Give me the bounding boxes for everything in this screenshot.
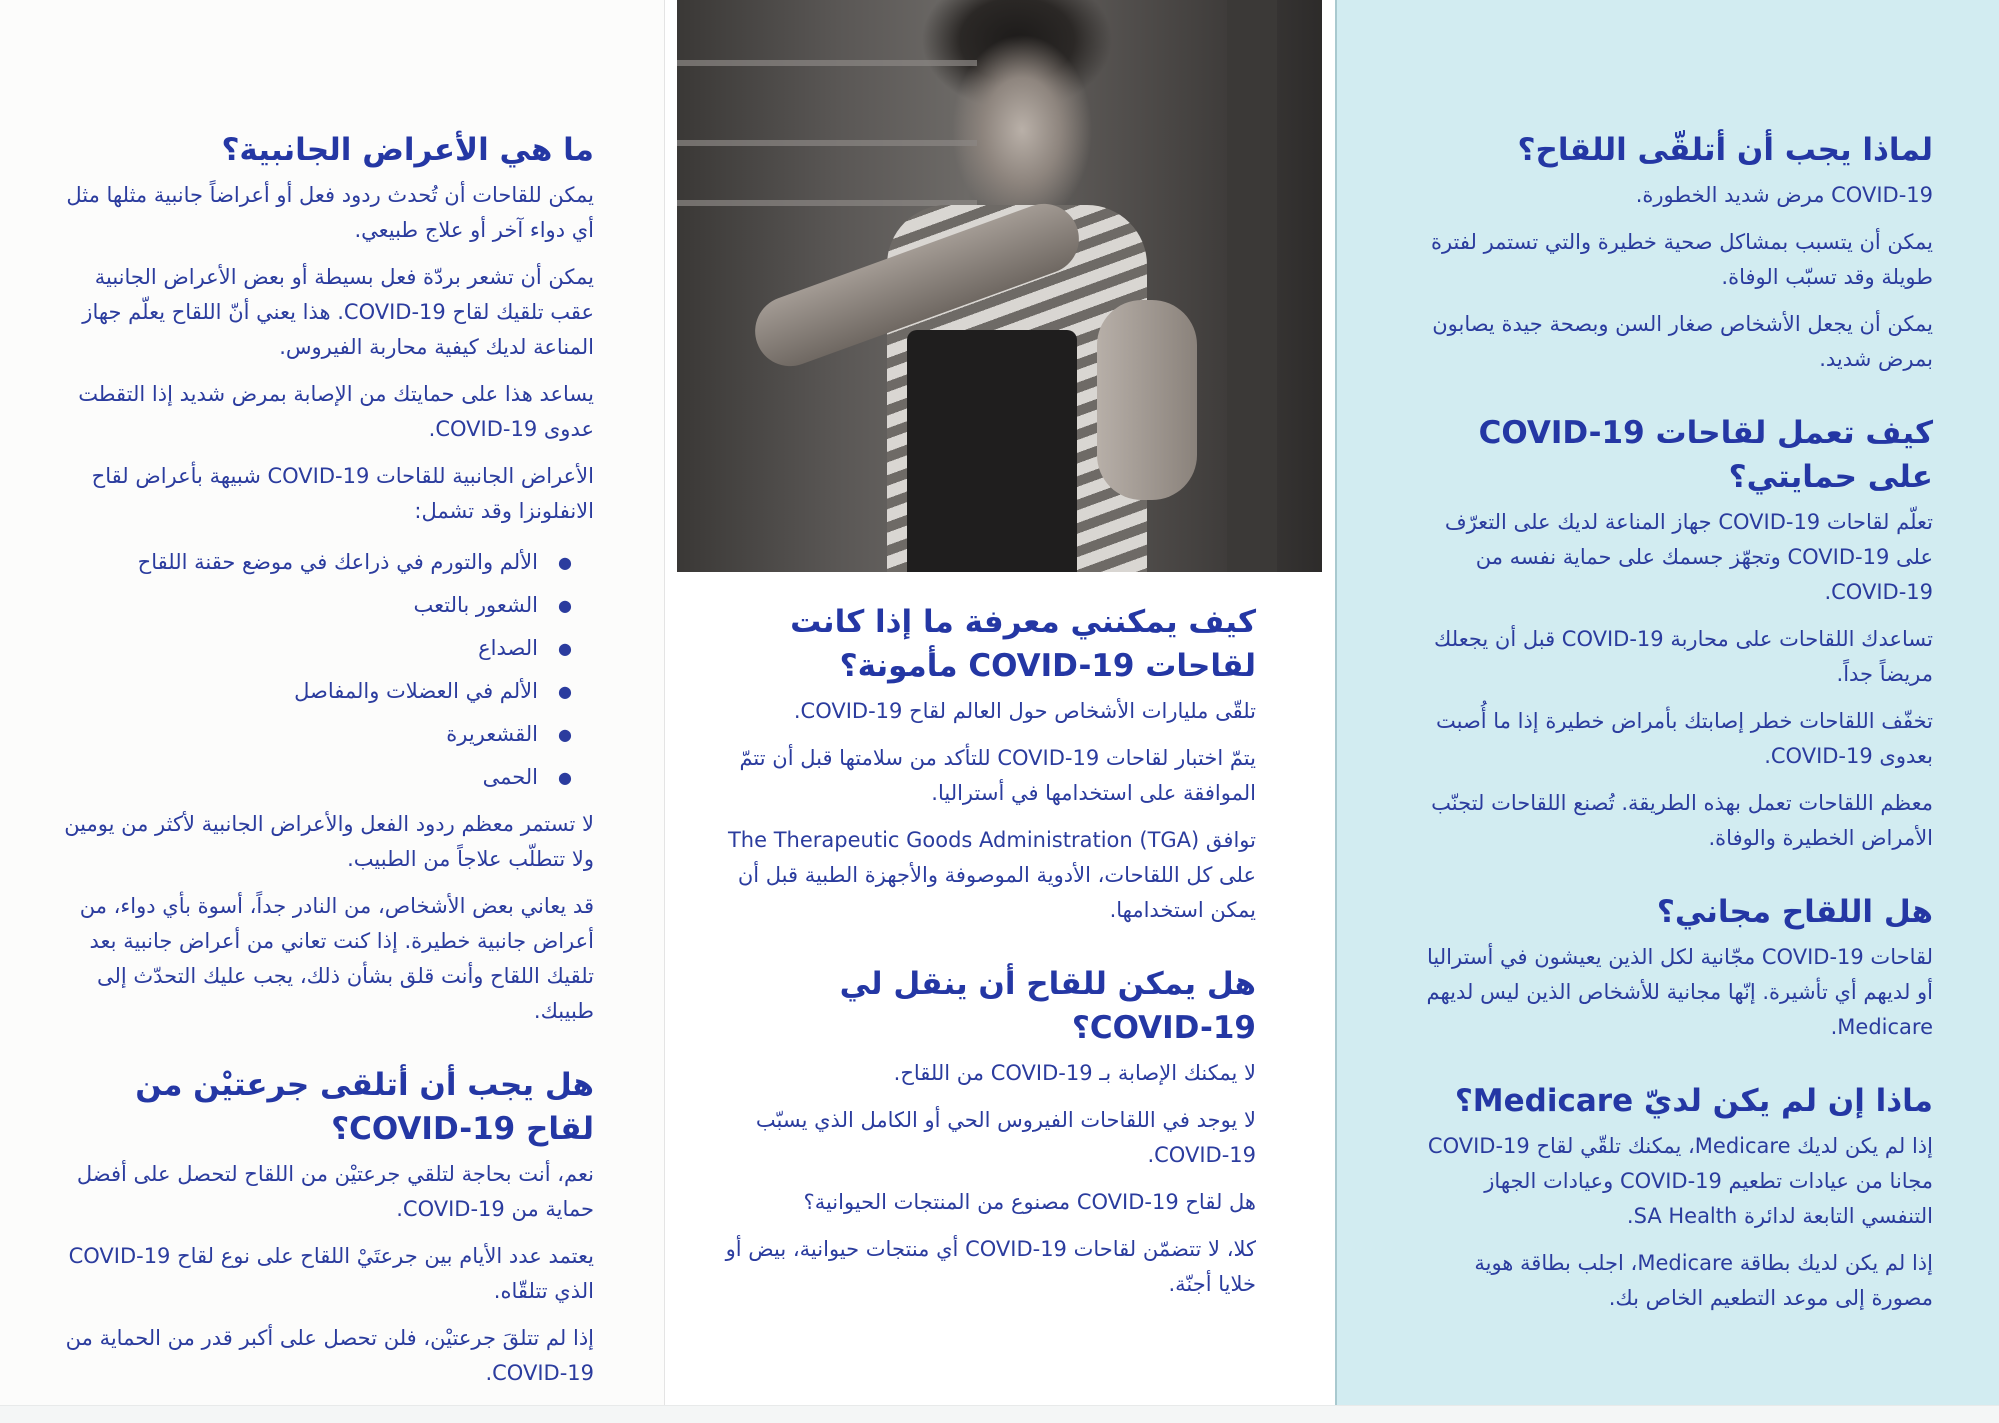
is-vaccine-free-section	[1417, 890, 1933, 1045]
middle-panel	[664, 0, 1335, 1405]
list-item-text: القشعريرة	[446, 722, 538, 746]
paragraph: إذا لم يكن لديك بطاقة Medicare، اجلب بطاقة هوية مصورة إلى موعد التطعيم الخاص بك.	[1474, 1251, 1933, 1310]
paragraph: تساعدك اللقاحات على محاربة COVID-19 قبل أن يجعلك مريضاً جداً.	[1434, 627, 1933, 686]
give-covid-section	[725, 962, 1256, 1302]
right-panel	[1335, 0, 1999, 1405]
list-item-text: الألم والتورم في ذراعك في موضع حقنة اللقاح	[137, 550, 538, 574]
apron-shape	[907, 330, 1077, 572]
shelf-decoration	[677, 140, 977, 146]
list-item	[60, 713, 572, 756]
two-doses-section	[60, 1063, 594, 1391]
how-vaccines-work-heading: كيف تعمل لقاحات COVID-19 على حمايتي؟	[1478, 415, 1933, 495]
middle-content	[665, 600, 1336, 1336]
list-item-text: الألم في العضلات والمفاصل	[294, 679, 538, 703]
list-item	[60, 584, 572, 627]
give-covid-heading: هل يمكن للقاح أن ينقل لي COVID-19؟	[839, 966, 1256, 1046]
side-effects-section	[60, 128, 594, 1029]
vaccine-safety-heading: كيف يمكنني معرفة ما إذا كانت لقاحات COVID-19 مأمونة؟	[790, 604, 1256, 684]
no-medicare-heading: ماذا إن لم يكن لديّ Medicare؟	[1454, 1083, 1933, 1119]
paragraph: قد يعاني بعض الأشخاص، من النادر جداً، أسوة بأي دواء، من أعراض جانبية خطيرة. إذا كنت تعاني من أعراض جانبية بعد تلقيك اللقاح وأنت قلق بشأن ذلك، يجب عليك التحدّث إلى طبيبك.	[79, 894, 594, 1023]
bullet-icon: ●	[558, 639, 572, 658]
man-showing-shoulder-photo	[677, 0, 1322, 572]
paragraph: يعتمد عدد الأيام بين جرعتَيْ اللقاح على نوع لقاح COVID-19 الذي تتلقّاه.	[68, 1244, 594, 1303]
paragraph: تعلّم لقاحات COVID-19 جهاز المناعة لديك على التعرّف على COVID-19 وتجهّز جسمك على حماية نفسه من COVID-19.	[1444, 510, 1933, 604]
paragraph: يتمّ اختبار لقاحات COVID-19 للتأكد من سلامتها قبل أن تتمّ الموافقة على استخدامها في أستراليا.	[739, 746, 1256, 805]
why-vaccinate-section	[1417, 128, 1933, 377]
why-vaccinate-heading: لماذا يجب أن أتلقّى اللقاح؟	[1517, 132, 1933, 168]
list-item	[60, 541, 572, 584]
side-effects-list	[60, 541, 594, 799]
list-item-text: الحمى	[482, 765, 538, 789]
paragraph: توافق The Therapeutic Goods Administration (TGA) على كل اللقاحات، الأدوية الموصوفة والأجهزة الطبية قبل أن يمكن استخدامها.	[727, 828, 1256, 922]
pillar-decoration	[1227, 0, 1277, 572]
bullet-icon: ●	[558, 768, 572, 787]
bullet-icon: ●	[558, 596, 572, 615]
side-effects-heading: ما هي الأعراض الجانبية؟	[221, 132, 594, 168]
paragraph: يمكن أن تشعر بردّة فعل بسيطة أو بعض الأعراض الجانبية عقب تلقيك لقاح COVID-19. هذا يعني أنّ اللقاح يعلّم جهاز المناعة لديك كيفية محاربة الفيروس.	[82, 265, 594, 359]
paragraph: لا يوجد في اللقاحات الفيروس الحي أو الكامل الذي يسبّب COVID-19.	[755, 1108, 1256, 1167]
list-item-text: الشعور بالتعب	[413, 593, 538, 617]
paragraph: لا يمكنك الإصابة بـ COVID-19 من اللقاح.	[893, 1061, 1256, 1085]
paragraph: يمكن أن يتسبب بمشاكل صحية خطيرة والتي تستمر لفترة طويلة وقد تسبّب الوفاة.	[1430, 230, 1933, 289]
shelf-decoration	[677, 60, 977, 66]
paragraph: يمكن للقاحات أن تُحدث ردود فعل أو أعراضاً جانبية مثلها مثل أي دواء آخر أو علاج طبيعي.	[66, 183, 594, 242]
left-panel	[0, 0, 664, 1405]
bullet-icon: ●	[558, 682, 572, 701]
vaccine-safety-section	[725, 600, 1256, 928]
page-bottom-edge	[0, 1405, 1999, 1423]
list-item	[60, 627, 572, 670]
paragraph: إذا لم يكن لديك Medicare، يمكنك تلقّي لقاح COVID-19 مجانا من عيادات تطعيم COVID-19 وعيادات الجهاز التنفسي التابعة لدائرة SA Health.	[1427, 1134, 1933, 1228]
paragraph: معظم اللقاحات تعمل بهذه الطريقة. تُصنع اللقاحات لتجنّب الأمراض الخطيرة والوفاة.	[1431, 791, 1933, 850]
paragraph: هل لقاح COVID-19 مصنوع من المنتجات الحيوانية؟	[803, 1190, 1256, 1214]
paragraph: COVID-19 مرض شديد الخطورة.	[1635, 183, 1933, 207]
no-medicare-section	[1417, 1079, 1933, 1316]
paragraph: الأعراض الجانبية للقاحات COVID-19 شبيهة بأعراض لقاح الانفلونزا وقد تشمل:	[91, 464, 594, 523]
paragraph: كلا، لا تتضمّن لقاحات COVID-19 أي منتجات حيوانية، بيض أو خلايا أجنّة.	[725, 1237, 1256, 1296]
bullet-icon: ●	[558, 725, 572, 744]
is-vaccine-free-heading: هل اللقاح مجاني؟	[1656, 894, 1933, 930]
bare-shoulder-shape	[1097, 300, 1197, 500]
how-vaccines-work-section	[1417, 411, 1933, 856]
paragraph: إذا لم تتلقَ جرعتيْن، فلن تحصل على أكبر قدر من الحماية من COVID-19.	[65, 1326, 594, 1385]
paragraph: يساعد هذا على حمايتك من الإصابة بمرض شديد إذا التقطت عدوى COVID-19.	[78, 382, 594, 441]
paragraph: تلقّى مليارات الأشخاص حول العالم لقاح COVID-19.	[793, 699, 1256, 723]
bullet-icon: ●	[558, 553, 572, 572]
paragraph: يمكن أن يجعل الأشخاص صغار السن وبصحة جيدة يصابون بمرض شديد.	[1432, 312, 1933, 371]
list-item	[60, 670, 572, 713]
two-doses-heading: هل يجب أن أتلقى جرعتيْن من لقاح COVID-19؟	[135, 1067, 594, 1147]
paragraph: نعم، أنت بحاجة لتلقي جرعتيْن من اللقاح لتحصل على أفضل حماية من COVID-19.	[76, 1162, 594, 1221]
shelf-decoration	[677, 200, 977, 206]
paragraph: تخفّف اللقاحات خطر إصابتك بأمراض خطيرة إذا ما أُصبت بعدوى COVID-19.	[1436, 709, 1933, 768]
list-item-text: الصداع	[478, 636, 538, 660]
list-item	[60, 756, 572, 799]
paragraph: لقاحات COVID-19 مجّانية لكل الذين يعيشون في أستراليا أو لديهم أي تأشيرة. إنّها مجانية للأشخاص الذين ليس لديهم Medicare.	[1426, 945, 1933, 1039]
paragraph: لا تستمر معظم ردود الفعل والأعراض الجانبية لأكثر من يومين ولا تتطلّب علاجاً من الطبيب.	[64, 812, 594, 871]
